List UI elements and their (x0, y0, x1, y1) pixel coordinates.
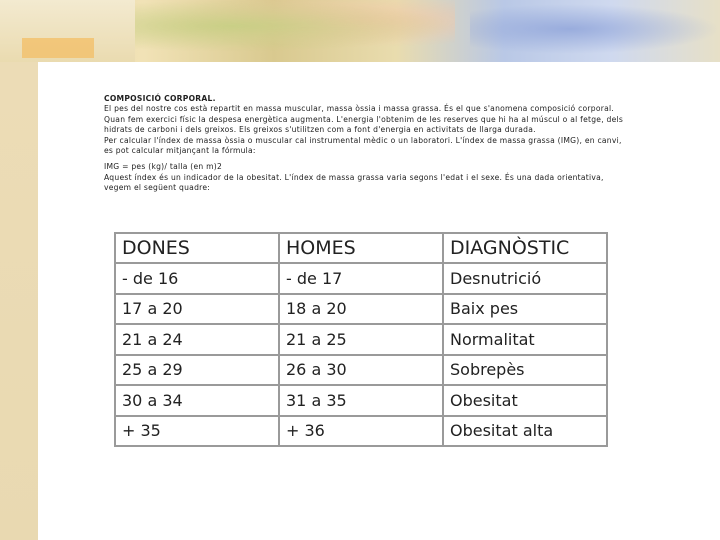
cell-diagnostic: Obesitat alta (443, 416, 607, 447)
cell-homes: 21 a 25 (279, 324, 443, 355)
formula-line: IMG = pes (kg)/ talla (en m)2 (104, 162, 223, 172)
cell-homes: - de 17 (279, 263, 443, 294)
table-row (115, 355, 607, 386)
table-row (115, 263, 607, 294)
article-title: COMPOSICIÓ CORPORAL. (104, 94, 216, 103)
orange-accent-bar (22, 38, 94, 58)
decorative-banner (0, 0, 720, 62)
table-row (115, 294, 607, 325)
paragraph-energy: Quan fem exercici físic la despesa energètica augmenta. L'energia l'obtenim de les reserves que hi ha al múscul o al fetge, dels hidrats de carboni i dels greixos. Els greixos s'utilitzen com a font d'energia en activitats de llarga durada. (104, 114, 624, 135)
cell-dones: 25 a 29 (115, 355, 279, 386)
table-row (115, 385, 607, 416)
cell-homes: 26 a 30 (279, 355, 443, 386)
table-row (115, 324, 607, 355)
cell-dones: 17 a 20 (115, 294, 279, 325)
cell-dones: 21 a 24 (115, 324, 279, 355)
cell-diagnostic: Desnutrició (443, 263, 607, 294)
header-diagnostic: DIAGNÒSTIC (443, 233, 607, 263)
cell-dones: 30 a 34 (115, 385, 279, 416)
header-dones: DONES (115, 233, 279, 263)
table-row (115, 416, 607, 447)
diagnosis-table (114, 232, 608, 447)
cell-diagnostic: Sobrepès (443, 355, 607, 386)
cell-homes: 31 a 35 (279, 385, 443, 416)
article-text (104, 94, 628, 194)
cell-homes: 18 a 20 (279, 294, 443, 325)
cell-dones: + 35 (115, 416, 279, 447)
cell-dones: - de 16 (115, 263, 279, 294)
banner-blue-image (470, 4, 720, 54)
header-homes: HOMES (279, 233, 443, 263)
paragraph-composition: El pes del nostre cos està repartit en massa muscular, massa òssia i massa grassa. És el que s'anomena composició corporal. (104, 104, 615, 114)
cell-diagnostic: Obesitat (443, 385, 607, 416)
banner-floral-image (135, 0, 455, 52)
cell-diagnostic: Normalitat (443, 324, 607, 355)
cell-homes: + 36 (279, 416, 443, 447)
paragraph-indicator: Aquest índex és un indicador de la obesitat. L'índex de massa grassa varia segons l'edat i el sexe. És una dada orientativa, vegem el següent quadre: (104, 172, 604, 193)
cell-diagnostic: Baix pes (443, 294, 607, 325)
table-header-row (115, 233, 607, 263)
paragraph-calculation: Per calcular l'índex de massa òssia o muscular cal instrumental mèdic o un laboratori. L'índex de massa grassa (IMG), en canvi, es pot calcular mitjançant la fórmula: (104, 135, 622, 156)
